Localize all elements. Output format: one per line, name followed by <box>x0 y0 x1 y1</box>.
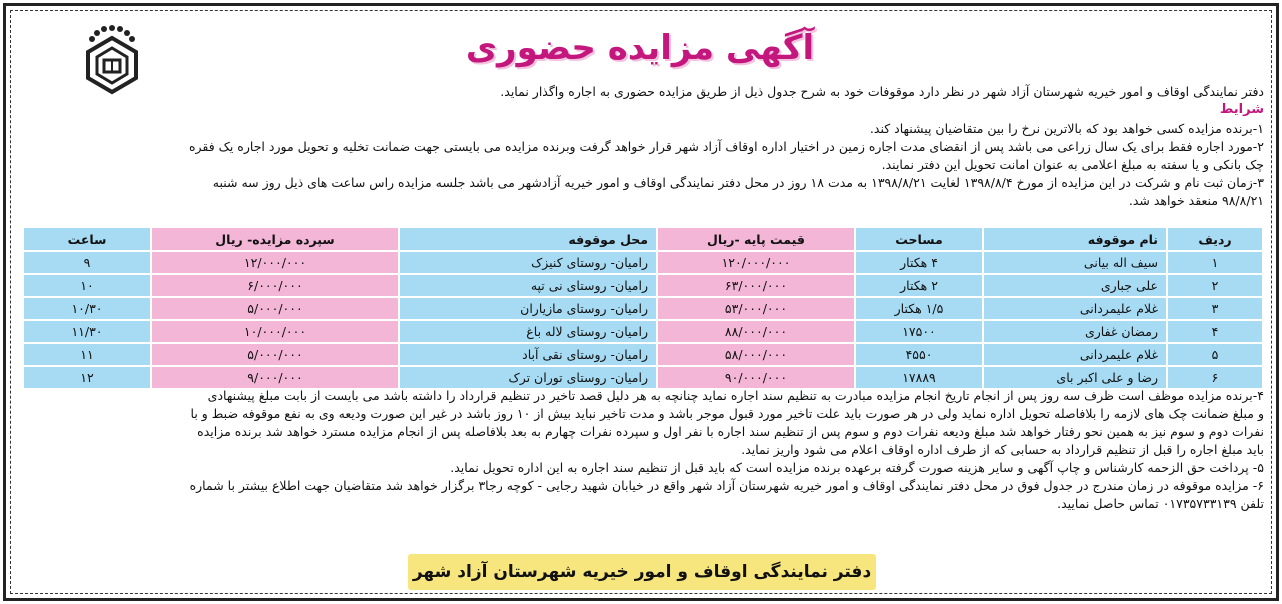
header-time: ساعت <box>23 228 151 251</box>
title-area <box>440 20 840 90</box>
cell-time: ۱۱/۳۰ <box>23 320 151 343</box>
condition-line: ۹۸/۸/۲۱ منعقد خواهد شد. <box>1128 193 1264 208</box>
condition-line: ۱-برنده مزایده کسی خواهد بود که بالاترین نرخ را بین متقاضیان پیشنهاد کند. <box>869 121 1264 136</box>
cell-location: رامیان- روستای مازیاران <box>399 297 657 320</box>
cell-row-number: ۲ <box>1167 274 1262 297</box>
cell-area: ۱۷۵۰۰ <box>855 320 983 343</box>
footer-office-name: دفتر نمایندگی اوقاف و امور خیریه شهرستان آزاد شهر <box>408 554 876 590</box>
condition-line: ۳-زمان ثبت نام و شرکت در این مزایده از مورخ ۱۳۹۸/۸/۴ لغایت ۱۳۹۸/۸/۲۱ به مدت ۱۸ روز در محل دفتر نمایندگی اوقاف و امور خیریه آزادشهر می باشد جلسه مزایده راس ساعت های ذیل روز سه شنبه <box>212 175 1264 190</box>
cell-time: ۱۱ <box>23 343 151 366</box>
cell-time: ۱۲ <box>23 366 151 389</box>
cell-base-price: ۵۸/۰۰۰/۰۰۰ <box>657 343 855 366</box>
endowment-emblem-icon <box>70 18 154 96</box>
endowments-table <box>22 228 1262 390</box>
table-header-row <box>23 228 1262 251</box>
cell-deposit: ۵/۰۰۰/۰۰۰ <box>151 297 399 320</box>
table-row <box>23 343 1262 366</box>
condition-line: ۲-مورد اجاره فقط برای یک سال زراعی می باشد پس از انقضای مدت اجاره زمین در اختیار اداره اوقاف آزاد شهر قرار خواهد گرفت وبرنده مزایده می بایستی جهت ضمانت تخلیه و تحویل مورد اجاره یک فقره <box>188 139 1264 154</box>
cell-area: ۴ هکتار <box>855 251 983 274</box>
cell-base-price: ۸۸/۰۰۰/۰۰۰ <box>657 320 855 343</box>
cell-row-number: ۵ <box>1167 343 1262 366</box>
cell-deposit: ۵/۰۰۰/۰۰۰ <box>151 343 399 366</box>
header-area: مساحت <box>855 228 983 251</box>
cell-time: ۱۰ <box>23 274 151 297</box>
cell-deposit: ۱۲/۰۰۰/۰۰۰ <box>151 251 399 274</box>
condition-line: و مبلغ ضمانت چک های لازمه را بلافاصله تحویل اداره نماید ولی در هر صورت باید علت تاخیر مورد قبول موجر باشد و مدت تاخیر نباید بیش از ۱۰ روز باشد در غیر این صورت ودیعه وی به نفع موقوفه ضبط و با <box>190 406 1264 421</box>
conditions-heading: شرایط <box>1219 102 1264 117</box>
cell-location: رامیان- روستای توران ترک <box>399 366 657 389</box>
cell-deposit: ۱۰/۰۰۰/۰۰۰ <box>151 320 399 343</box>
contact-line: تلفن ۰۱۷۳۵۷۳۳۱۳۹ تماس حاصل نمایید. <box>1057 496 1264 511</box>
condition-line: ۴-برنده مزایده موظف است ظرف سه روز پس از انجام تاریخ انجام مزایده مبادرت به تنظیم سند اجاره نماید چنانچه به هر دلیل قصد تاخیر در تنظیم قرارداد را داشته باشد می بایست از بابت مبلغ پیشنهادی <box>207 388 1264 403</box>
condition-line: چک بانکی و یا سفته به مبلغ اعلامی به عنوان امانت تحویل این دفتر نمایند. <box>881 157 1264 172</box>
cell-area: ۲ هکتار <box>855 274 983 297</box>
header-deposit: سپرده مزایده- ریال <box>151 228 399 251</box>
condition-line: نفرات دوم و سوم نیز به همین نحو رفتار خواهد شد مبلغ ودیعه نفرات دوم و سوم پس از تنظیم سند اجاره با نفر اول و سپرده نفرات چهارم به بعد بلافاصله پس از انجام مزایده مسترد خواهد شد برنده مزایده <box>197 424 1264 439</box>
cell-area: ۱۷۸۸۹ <box>855 366 983 389</box>
cell-endowment-name: غلام علیمردانی <box>983 297 1167 320</box>
cell-row-number: ۳ <box>1167 297 1262 320</box>
cell-endowment-name: علی جباری <box>983 274 1167 297</box>
cell-base-price: ۶۳/۰۰۰/۰۰۰ <box>657 274 855 297</box>
table-row <box>23 274 1262 297</box>
cell-time: ۱۰/۳۰ <box>23 297 151 320</box>
condition-line: ۵- پرداخت حق الزحمه کارشناس و چاپ آگهی و سایر هزینه صورت گرفته برعهده برنده مزایده است که باید قبل از تنظیم سند اجاره به این اداره تحویل نماید. <box>450 460 1264 475</box>
cell-area: ۴۵۵۰ <box>855 343 983 366</box>
intro-text: دفتر نمایندگی اوقاف و امور خیریه شهرستان آزاد شهر در نظر دارد موقوفات خود به شرح جدول ذیل از طریق مزایده حضوری به اجاره واگذار نماید. <box>500 84 1264 99</box>
cell-row-number: ۴ <box>1167 320 1262 343</box>
condition-line: ۶- مزایده موقوفه در زمان مندرج در جدول فوق در محل دفتر نمایندگی اوقاف و امور خیریه شهرستان آزاد شهر واقع در خیابان شهید رجایی - کوچه رجا۳ برگزار خواهد شد متقاضیان جهت اطلاع بیشتر با شماره <box>189 478 1264 493</box>
cell-deposit: ۹/۰۰۰/۰۰۰ <box>151 366 399 389</box>
cell-endowment-name: رضا و علی اکبر بای <box>983 366 1167 389</box>
table-row <box>23 297 1262 320</box>
cell-deposit: ۶/۰۰۰/۰۰۰ <box>151 274 399 297</box>
cell-location: رامیان- روستای نقی آباد <box>399 343 657 366</box>
table-row <box>23 366 1262 389</box>
cell-location: رامیان- روستای کنیزک <box>399 251 657 274</box>
header-row-number: ردیف <box>1167 228 1262 251</box>
cell-location: رامیان- روستای نی تپه <box>399 274 657 297</box>
cell-endowment-name: غلام علیمردانی <box>983 343 1167 366</box>
cell-location: رامیان- روستای لاله باغ <box>399 320 657 343</box>
table-row <box>23 320 1262 343</box>
cell-row-number: ۶ <box>1167 366 1262 389</box>
cell-area: ۱/۵ هکتار <box>855 297 983 320</box>
header-endowment-name: نام موقوفه <box>983 228 1167 251</box>
cell-row-number: ۱ <box>1167 251 1262 274</box>
cell-base-price: ۱۲۰/۰۰۰/۰۰۰ <box>657 251 855 274</box>
table-row <box>23 251 1262 274</box>
cell-endowment-name: سیف اله بیانی <box>983 251 1167 274</box>
cell-endowment-name: رمضان غفاری <box>983 320 1167 343</box>
cell-base-price: ۵۳/۰۰۰/۰۰۰ <box>657 297 855 320</box>
header-location: محل موقوفه <box>399 228 657 251</box>
cell-time: ۹ <box>23 251 151 274</box>
condition-line: باید مبلغ اجاره را قبل از تنظیم قرارداد به حسابی که از طرف اداره اوقاف اعلام می شود واریز نماید. <box>741 442 1264 457</box>
page-title: آگهی مزایده حضوری <box>465 28 815 68</box>
header-base-price: قیمت پایه -ریال <box>657 228 855 251</box>
cell-base-price: ۹۰/۰۰۰/۰۰۰ <box>657 366 855 389</box>
